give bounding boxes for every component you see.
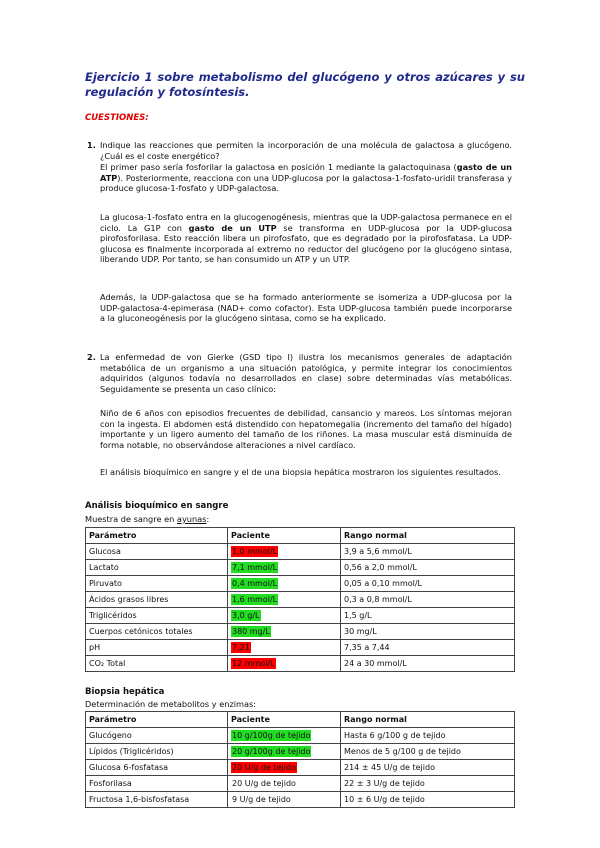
liver-biopsy-subtitle: Determinación de metabolitos y enzimas: xyxy=(85,699,257,709)
answer-bold: gasto de un ATP xyxy=(100,162,513,183)
question-2-number: 2. xyxy=(87,352,96,362)
cell-parametro: Fructosa 1,6-bisfosfatasa xyxy=(86,792,228,808)
patient-value: 7,21 xyxy=(232,643,250,652)
cell-rango-normal: 7,35 a 7,44 xyxy=(341,640,515,656)
cell-paciente xyxy=(228,624,341,640)
cell-parametro: Lactato xyxy=(86,560,228,576)
subtitle-text: Muestra de sangre en xyxy=(85,514,177,524)
question-2-case: Niño de 6 años con episodios frecuentes de debilidad, cansancio y mareos. Los síntomas mejoran con la ingesta. El abdomen está distendido con hepatomegalia (incremento del tamaño del hígado) importante y un ligero aumento del tamaño de los riñones. La masa muscular está disminuida de forma notable, no observándose alteraciones a nivel cardíaco. xyxy=(100,408,512,450)
cell-paciente xyxy=(228,640,341,656)
cell-paciente xyxy=(228,760,341,776)
question-1-answer-p3: Además, la UDP-galactosa que se ha formado anteriormente se isomeriza a UDP-glucosa por la UDP-galactosa-4-epimerasa (NAD+ como cofactor). Esta UDP-glucosa también puede incorporarse a la gluconeogénesis por la glucógeno sintasa, como se ha explicado. xyxy=(100,292,512,324)
table-row xyxy=(86,744,515,760)
table-row xyxy=(86,776,515,792)
header-paciente: Paciente xyxy=(228,712,341,728)
answer-bold: gasto de un UTP xyxy=(188,222,277,233)
cell-rango-normal: 214 ± 45 U/g de tejido xyxy=(341,760,515,776)
patient-value: 20 g/100g de tejido xyxy=(232,747,311,756)
table-row xyxy=(86,760,515,776)
question-1-number: 1. xyxy=(87,140,96,150)
cell-parametro: CO₂ Total xyxy=(86,656,228,672)
blood-analysis-table xyxy=(85,527,515,672)
cell-rango-normal: 0,56 a 2,0 mmol/L xyxy=(341,560,515,576)
table-row xyxy=(86,728,515,744)
table-row xyxy=(86,560,515,576)
table-header-row xyxy=(86,712,515,728)
subtitle-text: : xyxy=(206,514,210,524)
header-rango-normal: Rango normal xyxy=(341,528,515,544)
answer-text: La glucosa-1-fosfato entra en la glucogenogénesis, mientras que la UDP-galactosa permanece en el ciclo. La G1P con xyxy=(100,212,512,233)
question-1-text: Indique las reacciones que permiten la incorporación de una molécula de galactosa a glucógeno. ¿Cuál es el coste energético? xyxy=(100,140,512,161)
table-row xyxy=(86,592,515,608)
header-parametro: Parámetro xyxy=(86,528,228,544)
cell-paciente xyxy=(228,744,341,760)
cell-parametro: Triglicéridos xyxy=(86,608,228,624)
cell-paciente xyxy=(228,592,341,608)
cell-paciente xyxy=(228,544,341,560)
cell-rango-normal: Menos de 5 g/100 g de tejido xyxy=(341,744,515,760)
table-row xyxy=(86,576,515,592)
cell-rango-normal: Hasta 6 g/100 g de tejido xyxy=(341,728,515,744)
question-1-answer-p2 xyxy=(100,212,512,265)
cuestiones-heading: CUESTIONES: xyxy=(85,113,149,123)
table-row xyxy=(86,640,515,656)
patient-value: 0,4 mmol/L xyxy=(232,579,278,588)
patient-value: 380 mg/L xyxy=(232,627,270,636)
answer-text: se transforma en UDP-glucosa por la UDP-glucosa pirofosforilasa. Esto reacción libera un pirofosfato, que es degradado por la pirofosfatasa. La UDP-glucosa es finalmente incorporada al extremo no reductor del glucógeno por la glucógeno sintasa, liberando UDP. Por tanto, se han consumido un ATP y un UTP. xyxy=(100,222,513,265)
patient-value: 20 U/g de tejido xyxy=(232,763,296,772)
cell-paciente xyxy=(228,576,341,592)
subtitle-underlined: ayunas xyxy=(176,514,207,524)
cell-rango-normal: 10 ± 6 U/g de tejido xyxy=(341,792,515,808)
header-rango-normal: Rango normal xyxy=(341,712,515,728)
cell-parametro: Glucosa 6-fosfatasa xyxy=(86,760,228,776)
patient-value: 10 g/100g de tejido xyxy=(232,731,311,740)
table-row xyxy=(86,792,515,808)
cell-paciente xyxy=(228,656,341,672)
cell-paciente xyxy=(228,728,341,744)
question-1-answer-p1 xyxy=(100,162,512,194)
page-title: Ejercicio 1 sobre metabolismo del glucógeno y otros azúcares y su regulación y fotosíntesis. xyxy=(85,70,525,99)
patient-value: 12 mmol/L xyxy=(232,659,275,668)
cell-parametro: Glucógeno xyxy=(86,728,228,744)
answer-text: ). Posteriormente, reacciona con una UDP-glucosa por la galactosa-1-fosfato-uridil transferasa y produce glucosa-1-fosfato y UDP-galactosa. xyxy=(100,172,512,194)
cell-paciente xyxy=(228,560,341,576)
cell-parametro: pH xyxy=(86,640,228,656)
cell-rango-normal: 0,05 a 0,10 mmol/L xyxy=(341,576,515,592)
cell-rango-normal: 0,3 a 0,8 mmol/L xyxy=(341,592,515,608)
patient-value: 20 U/g de tejido xyxy=(232,779,296,788)
question-2-analysis: El análisis bioquímico en sangre y el de una biopsia hepática mostraron los siguientes resultados. xyxy=(100,467,501,477)
patient-value: 1,6 mmol/L xyxy=(232,595,278,604)
cell-parametro: Fosforilasa xyxy=(86,776,228,792)
cell-rango-normal: 30 mg/L xyxy=(341,624,515,640)
answer-text: El primer paso sería fosforilar la galactosa en posición 1 mediante la galactoquinasa ( xyxy=(100,162,457,172)
patient-value: 9 U/g de tejido xyxy=(232,795,291,804)
patient-value: 3,0 g/L xyxy=(232,611,260,620)
cell-paciente xyxy=(228,776,341,792)
cell-rango-normal: 1,5 g/L xyxy=(341,608,515,624)
liver-biopsy-title: Biopsia hepática xyxy=(85,687,165,697)
table-row xyxy=(86,656,515,672)
question-2-intro: La enfermedad de von Gierke (GSD tipo I) ilustra los mecanismos generales de adaptación metabólica de un organismo a una situación patológica, y permite integrar los conocimientos adquiridos (algunos todavía no desarrollados en clase) sobre determinadas vías metabólicas. Seguidamente se presenta un caso clínico: xyxy=(100,352,512,394)
cell-rango-normal: 3,9 a 5,6 mmol/L xyxy=(341,544,515,560)
table-row xyxy=(86,624,515,640)
patient-value: 7,1 mmol/L xyxy=(232,563,278,572)
blood-analysis-subtitle xyxy=(85,514,209,524)
liver-biopsy-table xyxy=(85,711,515,808)
cell-parametro: Glucosa xyxy=(86,544,228,560)
table-header-row xyxy=(86,528,515,544)
cell-parametro: Cuerpos cetónicos totales xyxy=(86,624,228,640)
cell-parametro: Piruvato xyxy=(86,576,228,592)
cell-rango-normal: 24 a 30 mmol/L xyxy=(341,656,515,672)
cell-parametro: Ácidos grasos libres xyxy=(86,592,228,608)
cell-rango-normal: 22 ± 3 U/g de tejido xyxy=(341,776,515,792)
cell-paciente xyxy=(228,608,341,624)
header-paciente: Paciente xyxy=(228,528,341,544)
cell-paciente xyxy=(228,792,341,808)
header-parametro: Parámetro xyxy=(86,712,228,728)
cell-parametro: Lípidos (Triglicéridos) xyxy=(86,744,228,760)
blood-analysis-title: Análisis bioquímico en sangre xyxy=(85,501,229,511)
patient-value: 1,0 mmol/L xyxy=(232,547,278,556)
table-row xyxy=(86,608,515,624)
table-row xyxy=(86,544,515,560)
